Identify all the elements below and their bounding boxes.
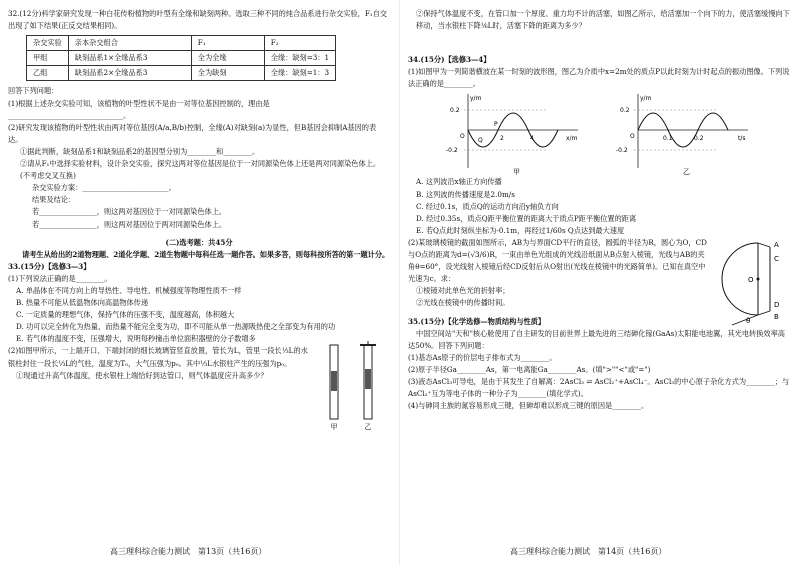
y-label: y/m: [470, 95, 482, 103]
q33-line: (2)如图甲所示，一上端开口、下端封闭的细长玻璃管竖直放置，管长为L，管里一段长⅓L的水银柱封住一段长⅓L的气柱，温度为T₀，大气压强为p₀。其中⅓L水银柱产生的压强为p₀。: [8, 346, 308, 368]
section-note: 请考生从给出的2道物理题、2道化学题、2道生物题中每科任选一题作答。如果多答，则每科按所答的第一题计分。: [22, 249, 390, 259]
q32-line: (2)研究发现该植物的叶型性状由两对等位基因(A/a,B/b)控制，全缘(A)对缺刻(a)为显性，但B基因会抑制A基因的表达。: [8, 122, 377, 144]
q32-line: ①据此判断，缺刻品系1和缺刻品系2的基因型分别为________和________。: [20, 146, 260, 156]
q32-line: ________________________________。: [8, 110, 131, 120]
table-header: 亲本杂交组合: [68, 36, 191, 51]
graph-jia: [438, 90, 588, 176]
prism-figure: [718, 237, 790, 327]
right-page: [408, 8, 790, 412]
prism-label: A: [774, 240, 779, 249]
y-tick: 0.2: [450, 107, 460, 115]
tube-label: 乙: [364, 423, 372, 432]
x-label: t/s: [738, 135, 746, 143]
table-cell: 缺刻品系2×全缘品系3: [68, 66, 191, 81]
x-tick: 4: [530, 135, 534, 143]
q32-line: ②请从F₁中选择实验材料，设计杂交实验，探究这两对等位基因是位于一对同源染色体上还是两对同源染色体上。(不考虑交叉互换): [20, 159, 381, 181]
q32-intro: 32.(12分)科学家研究发现一种白花传粉植物的叶型有全缘和缺刻两种。选取三种不同的纯合品系进行杂交实验，F₁自交出现了如下结果(正反交结果相同)。: [8, 9, 388, 31]
q33-option: E. 若气体的温度不变，压强增大，说明每秒撞击单位面积器壁的分子数增多: [16, 334, 256, 344]
table-row: [27, 51, 336, 66]
table-cell: 全缘：缺刻=1：3: [264, 66, 335, 81]
q34-option: B. 这列波的传播速度是2.0m/s: [416, 189, 515, 199]
q34-intro: (1)如图甲为一列简谐横波在某一时刻的波形图，图乙为介质中x=2m处的质点P以此时刻为计时起点的振动图像。下列说法正确的是________。: [408, 67, 790, 89]
page-divider: [399, 0, 400, 565]
table-cell: 甲组: [27, 51, 69, 66]
graph-caption: 甲: [513, 168, 520, 177]
q32-line: 杂交实验方案：________________________。: [32, 183, 176, 193]
y-label: y/m: [640, 95, 652, 103]
q34-option: D. 经过0.35s，质点Q距平衡位置的距离大于质点P距平衡位置的距离: [416, 213, 637, 223]
point-label: O: [460, 133, 465, 141]
wave-graphs: [408, 90, 790, 176]
q33-option: A. 单晶体在不同方向上的导热性、导电性、机械强度等物理性质不一样: [16, 285, 242, 295]
q32-line: 若________________，则这两对基因位于一对同源染色体上。: [32, 207, 227, 217]
q33-option: C. 一定质量的理想气体，保持气体的压强不变，温度越高，体积越大: [16, 310, 235, 320]
q32-line: (1)根据上述杂交实验可知，该植物的叶型性状不是由一对等位基因控制的，理由是: [8, 98, 270, 108]
prism-label: θ: [746, 316, 751, 325]
q35-line: (1)基态As原子的价层电子排布式为________。: [408, 352, 557, 362]
mercury-jia: [331, 371, 337, 391]
point-label: O: [630, 133, 635, 141]
table-cell: 乙组: [27, 66, 69, 81]
footer-left: 高三理科综合能力测试 第13页（共16页）: [110, 547, 267, 556]
cross-table: [26, 35, 336, 81]
prism-edge: [758, 243, 770, 247]
prism-label: B: [774, 312, 779, 321]
prism-label: D: [774, 300, 780, 309]
q33-line: ①现通过升高气体温度，使水银柱上端恰好到达管口，则气体温度应升高多少？: [16, 370, 268, 380]
q33-option: B. 热量不可能从低温物体向高温物体传递: [16, 298, 149, 308]
table-cell: 缺刻品系1×全缘品系3: [68, 51, 191, 66]
prism-label: C: [774, 254, 779, 263]
mercury-yi: [365, 369, 371, 389]
q34-option: E. 若Q点此时刻纵坐标为-0.1m，再经过1/60s Q点达到最大速度: [416, 225, 625, 235]
q34-header: 34.(15分)【选修3—4】: [408, 55, 491, 65]
q32-line: 回答下列问题：: [8, 86, 59, 96]
q34-part2: (2)某玻璃棱镜的截面如图所示，AB为与界面CD平行的直径，圆弧的半径为R，圆心为O，CD与O点的距离为d=(√3/6)R，一束由单色光组成的光线沿纸面从B点射入棱镜，光线与AB的夹角θ=60°，设光线射入棱镜后经CD反射后从O射出(光线在棱镜中的光路简单)。已知在真空中光速为c。求：: [408, 237, 707, 284]
q34-part2: ①棱镜对此单色光的折射率；: [416, 286, 510, 296]
y-tick: -0.2: [446, 147, 458, 155]
q34-option: C. 经过0.1s，质点Q的运动方向沿y轴负方向: [416, 201, 559, 211]
q35-header: 35.(15分)【化学选修—物质结构与性质】: [408, 316, 546, 326]
prism-label: O: [748, 275, 754, 284]
q35-line: (4)与砷同主族的氮容易形成三键，但砷却难以形成三键的原因是________。: [408, 401, 649, 411]
q35-line: (3)液态AsCl₃可导电，是由于其发生了自解离：2AsCl₃ ⇌ AsCl₂⁺+AsCl₄⁻。AsCl₃的中心原子杂化方式为________；与AsCl₂⁺互为等电子体的一种分子为________(填化学式)。: [408, 376, 790, 399]
q33-option: D. 功可以完全转化为热量，而热量不能完全变为功，即不可能从单一热源吸热使之全部变为有用的功: [16, 322, 336, 332]
section-title: (二)选考题：共45分: [165, 237, 233, 247]
table-header: 杂交实验: [27, 36, 69, 51]
tube-label: 甲: [330, 423, 338, 432]
point-label: P: [494, 121, 498, 129]
table-row: [27, 66, 336, 81]
footer-right: 高三理科综合能力测试 第14页（共16页）: [510, 547, 667, 556]
q33-header: 33.(15分)【选修3—3】: [8, 261, 91, 271]
table-cell: 全为缺刻: [191, 66, 264, 81]
left-page: [8, 8, 390, 432]
q35-line: (2)原子半径Ga________As，第一电离能Ga________As。(填">""<"或"="): [408, 364, 651, 374]
x-tick: 0.2: [694, 135, 704, 143]
q34-option: A. 这列波沿x轴正方向传播: [416, 177, 502, 187]
y-tick: -0.2: [616, 147, 628, 155]
center-o: [757, 277, 760, 280]
q33-line: (1)下列说法正确的是________。: [8, 273, 112, 283]
q35-line: 中国空间站"天和"核心舱使用了自主研发的目前世界上最先进的三结砷化镓(GaAs)太阳能电池翼，其光电转换效率高达50%。回答下列问题：: [408, 328, 785, 350]
graph-yi: [608, 90, 758, 176]
y-tick: 0.2: [620, 107, 630, 115]
table-header-row: [27, 36, 336, 51]
q34-part2: ②光线在棱镜中的传播时间。: [416, 298, 510, 308]
q33-line: ②保持气体温度不变，在管口加一个厚度、重力均不计的活塞，如图乙所示，给活塞加一个向下的力，使活塞缓慢向下移动，当水银柱下降⅙L时，活塞下降的距离为多少？: [416, 9, 790, 31]
q32-line: 结果及结论：: [32, 195, 76, 205]
table-cell: 全为全缘: [191, 51, 264, 66]
x-label: x/m: [566, 135, 578, 143]
light-ray: [732, 315, 758, 325]
table-cell: 全缘：缺刻=3：1: [264, 51, 335, 66]
table-header: F₁: [191, 36, 264, 51]
prism-edge: [758, 311, 770, 315]
graph-caption: 乙: [683, 168, 690, 177]
x-tick: 2: [500, 135, 504, 143]
table-header: F₂: [264, 36, 335, 51]
point-label: Q: [478, 137, 483, 145]
x-tick: 0.1: [663, 135, 673, 143]
q32-line: 若________________，则这两对基因位于两对同源染色体上。: [32, 219, 227, 229]
tube-figure: [324, 341, 384, 431]
